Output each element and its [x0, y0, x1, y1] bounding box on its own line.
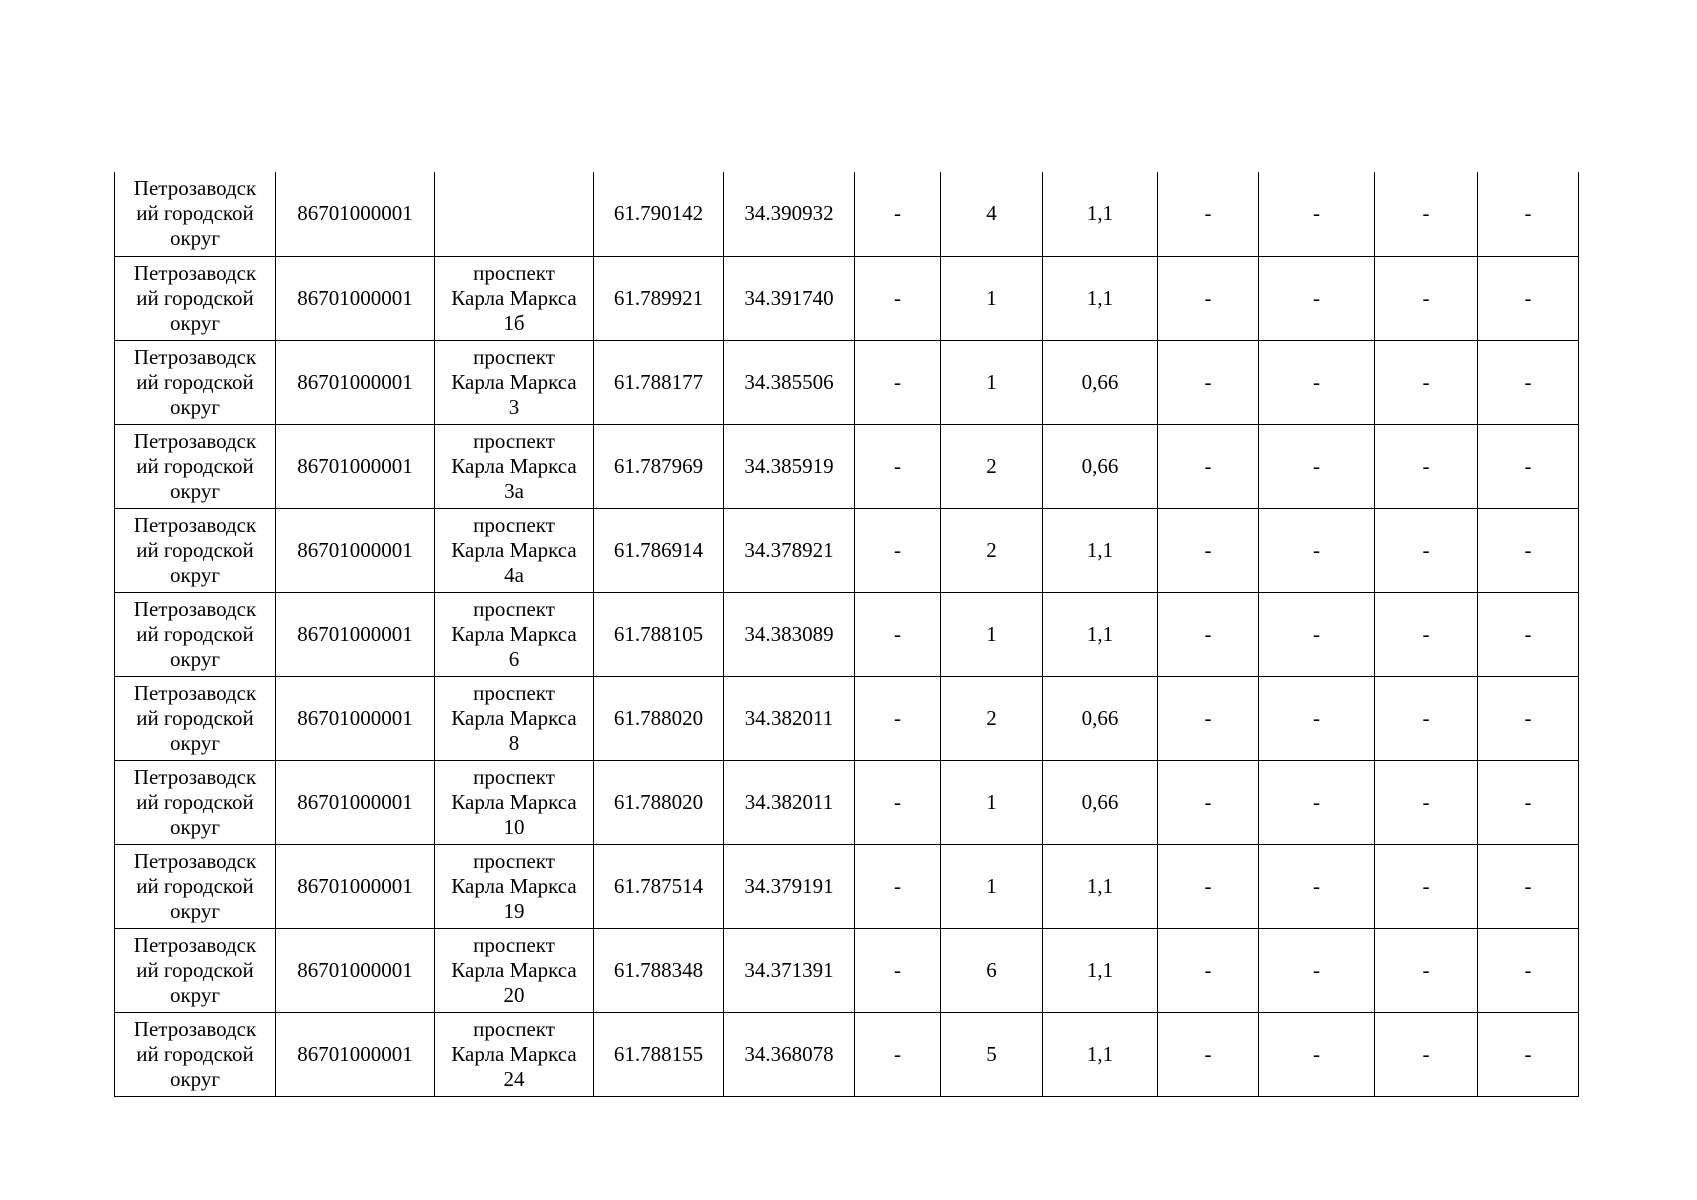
longitude-cell: 34.385506 [724, 340, 855, 424]
latitude-cell: 61.788020 [594, 676, 724, 760]
address-line: Карла Маркса [451, 285, 577, 310]
column-7-cell: 1 [941, 592, 1043, 676]
latitude-cell: 61.788155 [594, 1012, 724, 1096]
column-11-cell: - [1375, 340, 1478, 424]
column-11-cell: - [1375, 592, 1478, 676]
municipality-line: Петрозаводск [133, 260, 257, 285]
address-line: проспект [473, 512, 555, 537]
oktmo-cell: 86701000001 [276, 676, 435, 760]
column-11-cell: - [1375, 1012, 1478, 1096]
address-line: проспект [473, 680, 555, 705]
column-9-cell: - [1158, 256, 1259, 340]
municipality-cell [115, 424, 276, 508]
municipality-cell [115, 928, 276, 1012]
municipality-cell [115, 844, 276, 928]
column-10-cell: - [1259, 424, 1375, 508]
municipality-line: ий городской [136, 369, 254, 394]
address-line: Карла Маркса [451, 873, 577, 898]
address-line: Карла Маркса [451, 789, 577, 814]
address-line: проспект [473, 260, 555, 285]
table-row [115, 1012, 1579, 1096]
municipality-line: округ [169, 814, 221, 839]
address-line: Карла Маркса [451, 705, 577, 730]
address-line: Карла Маркса [451, 621, 577, 646]
column-12-cell: - [1478, 424, 1579, 508]
oktmo-cell: 86701000001 [276, 760, 435, 844]
address-line: 3а [504, 478, 524, 503]
column-7-cell: 1 [941, 256, 1043, 340]
municipality-cell [115, 676, 276, 760]
column-9-cell: - [1158, 592, 1259, 676]
address-cell [435, 256, 594, 340]
address-line: 20 [503, 982, 525, 1007]
column-7-cell: 2 [941, 676, 1043, 760]
municipality-line: Петрозаводск [133, 932, 257, 957]
column-6-cell: - [855, 676, 941, 760]
address-line: 4а [504, 562, 524, 587]
longitude-cell: 34.382011 [724, 760, 855, 844]
municipality-line: ий городской [136, 285, 254, 310]
column-11-cell: - [1375, 928, 1478, 1012]
address-line: 6 [508, 646, 520, 671]
column-6-cell: - [855, 1012, 941, 1096]
address-line: Карла Маркса [451, 1041, 577, 1066]
longitude-cell: 34.378921 [724, 508, 855, 592]
table-row [115, 424, 1579, 508]
oktmo-cell: 86701000001 [276, 844, 435, 928]
column-7-cell: 4 [941, 172, 1043, 256]
column-9-cell: - [1158, 928, 1259, 1012]
column-10-cell: - [1259, 340, 1375, 424]
address-cell [435, 844, 594, 928]
column-6-cell: - [855, 256, 941, 340]
oktmo-cell: 86701000001 [276, 256, 435, 340]
address-line: 19 [503, 898, 525, 923]
table-row [115, 256, 1579, 340]
municipality-line: Петрозаводск [133, 1016, 257, 1041]
column-10-cell: - [1259, 172, 1375, 256]
column-11-cell: - [1375, 172, 1478, 256]
municipality-line: округ [169, 394, 221, 419]
address-line: Карла Маркса [451, 537, 577, 562]
column-8-cell: 1,1 [1043, 172, 1158, 256]
column-10-cell: - [1259, 676, 1375, 760]
municipality-line: округ [169, 562, 221, 587]
municipality-line: округ [169, 646, 221, 671]
longitude-cell: 34.382011 [724, 676, 855, 760]
municipality-line: округ [169, 478, 221, 503]
column-7-cell: 1 [941, 760, 1043, 844]
column-6-cell: - [855, 760, 941, 844]
address-line: проспект [473, 932, 555, 957]
address-line: Карла Маркса [451, 453, 577, 478]
municipality-line: ий городской [136, 705, 254, 730]
column-8-cell: 1,1 [1043, 592, 1158, 676]
latitude-cell: 61.788105 [594, 592, 724, 676]
address-cell [435, 424, 594, 508]
oktmo-cell: 86701000001 [276, 928, 435, 1012]
table-row [115, 592, 1579, 676]
column-8-cell: 0,66 [1043, 676, 1158, 760]
oktmo-cell: 86701000001 [276, 592, 435, 676]
column-7-cell: 6 [941, 928, 1043, 1012]
column-8-cell: 1,1 [1043, 508, 1158, 592]
column-12-cell: - [1478, 592, 1579, 676]
municipality-line: Петрозаводск [133, 848, 257, 873]
address-cell [435, 676, 594, 760]
municipality-line: округ [169, 730, 221, 755]
address-line: 1б [503, 310, 525, 335]
address-line: проспект [473, 428, 555, 453]
table-row [115, 508, 1579, 592]
column-11-cell: - [1375, 256, 1478, 340]
column-8-cell: 0,66 [1043, 340, 1158, 424]
column-9-cell: - [1158, 760, 1259, 844]
municipality-line: Петрозаводск [133, 176, 257, 201]
municipality-line: ий городской [136, 453, 254, 478]
municipality-line: ий городской [136, 201, 254, 226]
municipality-line: Петрозаводск [133, 428, 257, 453]
column-12-cell: - [1478, 676, 1579, 760]
municipality-line: округ [169, 898, 221, 923]
address-line: проспект [473, 596, 555, 621]
column-10-cell: - [1259, 1012, 1375, 1096]
column-8-cell: 1,1 [1043, 256, 1158, 340]
table-row [115, 928, 1579, 1012]
column-8-cell: 0,66 [1043, 760, 1158, 844]
column-7-cell: 1 [941, 844, 1043, 928]
column-7-cell: 5 [941, 1012, 1043, 1096]
column-6-cell: - [855, 172, 941, 256]
column-12-cell: - [1478, 172, 1579, 256]
column-9-cell: - [1158, 340, 1259, 424]
latitude-cell: 61.788177 [594, 340, 724, 424]
address-cell [435, 1012, 594, 1096]
column-11-cell: - [1375, 760, 1478, 844]
column-6-cell: - [855, 424, 941, 508]
address-cell [435, 928, 594, 1012]
column-6-cell: - [855, 928, 941, 1012]
address-cell [435, 172, 594, 256]
latitude-cell: 61.789921 [594, 256, 724, 340]
address-line: 8 [508, 730, 520, 755]
municipality-line: округ [169, 1066, 221, 1091]
address-line: проспект [473, 764, 555, 789]
municipality-line: Петрозаводск [133, 344, 257, 369]
table-row [115, 844, 1579, 928]
address-cell [435, 508, 594, 592]
column-12-cell: - [1478, 1012, 1579, 1096]
latitude-cell: 61.790142 [594, 172, 724, 256]
oktmo-cell: 86701000001 [276, 508, 435, 592]
address-cell [435, 592, 594, 676]
column-9-cell: - [1158, 424, 1259, 508]
column-12-cell: - [1478, 760, 1579, 844]
column-11-cell: - [1375, 508, 1478, 592]
municipality-cell [115, 760, 276, 844]
longitude-cell: 34.371391 [724, 928, 855, 1012]
table-body [115, 172, 1579, 1096]
table-row [115, 676, 1579, 760]
column-12-cell: - [1478, 256, 1579, 340]
column-9-cell: - [1158, 508, 1259, 592]
oktmo-cell: 86701000001 [276, 340, 435, 424]
municipality-line: ий городской [136, 537, 254, 562]
column-6-cell: - [855, 340, 941, 424]
table-row [115, 340, 1579, 424]
longitude-cell: 34.385919 [724, 424, 855, 508]
municipality-line: ий городской [136, 873, 254, 898]
column-6-cell: - [855, 508, 941, 592]
column-12-cell: - [1478, 844, 1579, 928]
column-12-cell: - [1478, 928, 1579, 1012]
address-line: проспект [473, 848, 555, 873]
column-6-cell: - [855, 844, 941, 928]
oktmo-cell: 86701000001 [276, 172, 435, 256]
column-9-cell: - [1158, 676, 1259, 760]
longitude-cell: 34.391740 [724, 256, 855, 340]
address-line: 10 [503, 814, 525, 839]
oktmo-cell: 86701000001 [276, 424, 435, 508]
latitude-cell: 61.788020 [594, 760, 724, 844]
latitude-cell: 61.786914 [594, 508, 724, 592]
column-7-cell: 2 [941, 424, 1043, 508]
data-table [114, 172, 1579, 1097]
longitude-cell: 34.368078 [724, 1012, 855, 1096]
address-line: проспект [473, 344, 555, 369]
oktmo-cell: 86701000001 [276, 1012, 435, 1096]
address-line: 24 [503, 1066, 525, 1091]
column-8-cell: 0,66 [1043, 424, 1158, 508]
table-row [115, 172, 1579, 256]
column-7-cell: 1 [941, 340, 1043, 424]
column-9-cell: - [1158, 1012, 1259, 1096]
address-cell [435, 760, 594, 844]
municipality-line: округ [169, 226, 221, 251]
municipality-cell [115, 592, 276, 676]
column-7-cell: 2 [941, 508, 1043, 592]
column-10-cell: - [1259, 844, 1375, 928]
column-10-cell: - [1259, 592, 1375, 676]
municipality-cell [115, 256, 276, 340]
municipality-cell [115, 172, 276, 256]
column-8-cell: 1,1 [1043, 844, 1158, 928]
municipality-line: ий городской [136, 789, 254, 814]
address-cell [435, 340, 594, 424]
address-line: проспект [473, 1016, 555, 1041]
column-11-cell: - [1375, 676, 1478, 760]
address-line: Карла Маркса [451, 369, 577, 394]
column-9-cell: - [1158, 844, 1259, 928]
municipality-line: Петрозаводск [133, 680, 257, 705]
latitude-cell: 61.788348 [594, 928, 724, 1012]
column-10-cell: - [1259, 928, 1375, 1012]
column-9-cell: - [1158, 172, 1259, 256]
municipality-line: Петрозаводск [133, 596, 257, 621]
column-6-cell: - [855, 592, 941, 676]
municipality-line: ий городской [136, 1041, 254, 1066]
column-10-cell: - [1259, 256, 1375, 340]
municipality-cell [115, 340, 276, 424]
longitude-cell: 34.383089 [724, 592, 855, 676]
latitude-cell: 61.787969 [594, 424, 724, 508]
column-12-cell: - [1478, 508, 1579, 592]
address-line: 3 [508, 394, 520, 419]
column-8-cell: 1,1 [1043, 1012, 1158, 1096]
municipality-line: округ [169, 982, 221, 1007]
municipality-cell [115, 508, 276, 592]
municipality-line: Петрозаводск [133, 764, 257, 789]
column-10-cell: - [1259, 760, 1375, 844]
column-8-cell: 1,1 [1043, 928, 1158, 1012]
municipality-line: ий городской [136, 957, 254, 982]
longitude-cell: 34.390932 [724, 172, 855, 256]
longitude-cell: 34.379191 [724, 844, 855, 928]
column-11-cell: - [1375, 844, 1478, 928]
column-10-cell: - [1259, 508, 1375, 592]
column-11-cell: - [1375, 424, 1478, 508]
municipality-line: Петрозаводск [133, 512, 257, 537]
table-row [115, 760, 1579, 844]
municipality-line: ий городской [136, 621, 254, 646]
column-12-cell: - [1478, 340, 1579, 424]
address-line: Карла Маркса [451, 957, 577, 982]
municipality-line: округ [169, 310, 221, 335]
municipality-cell [115, 1012, 276, 1096]
latitude-cell: 61.787514 [594, 844, 724, 928]
